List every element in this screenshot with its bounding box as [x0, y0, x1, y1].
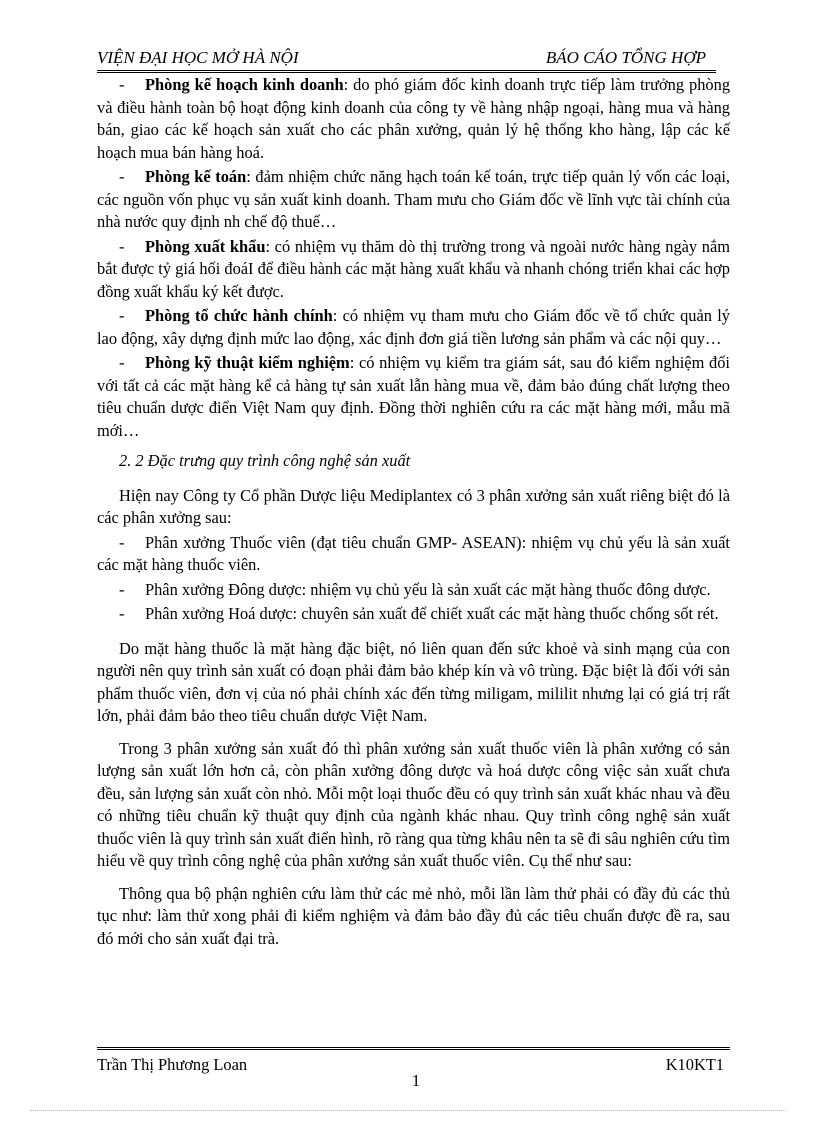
department-item: [97, 352, 730, 442]
bullet-dash: -: [119, 75, 125, 94]
body-paragraph: Do mặt hàng thuốc là mặt hàng đặc biệt, nó liên quan đến sức khoẻ và sinh mạng của con người nên quy trình sản xuất có đoạn phải đảm bảo khép kín và vô trùng. Đặc biệt là đối với sản phẩm thuốc viên, đơn vị của nó phải chính xác đến từng miligam, mililit nhưng lại có giá trị rất lớn, phải đảm bảo theo tiêu chuẩn dược Việt Nam.: [97, 638, 730, 725]
department-name: Phòng tổ chức hành chính: [145, 306, 333, 325]
footer-author: Trần Thị Phương Loan: [97, 1055, 248, 1074]
department-item: [97, 305, 730, 350]
department-name: Phòng kế hoạch kinh doanh: [145, 75, 344, 94]
department-description: : đảm nhiệm chức năng hạch toán kế toán, trực tiếp quản lý vốn các loại, các nguồn vốn phục vụ sản xuất kinh doanh. Tham mưu cho Giám đốc về lĩnh vực tài chính của nhà nước quy định nh chế độ thuế…: [97, 167, 731, 231]
department-description: : có nhiệm vụ kiểm tra giám sát, sau đó kiểm nghiệm đối với tất cả các mặt hàng kể cả hàng tự sản xuất lẫn hàng mua về, đảm bảo đúng chất lượng theo tiêu chuẩn dược điển Việt Nam quy định. Đồng thời nghiên cứu ra các mặt hàng mới, mẫu mã mới…: [97, 353, 730, 440]
footer-class: K10KT1: [665, 1055, 724, 1074]
bullet-dash: -: [119, 604, 125, 623]
department-name: Phòng xuất khẩu: [145, 236, 266, 256]
workshop-item: [97, 603, 730, 626]
bullet-dash: -: [119, 236, 125, 256]
department-item: [97, 74, 730, 164]
intro-paragraph: Hiện nay Công ty Cổ phần Dược liệu Mediplantex có 3 phân xưởng sản xuất riêng biệt đó là các phân xưởng sau:: [97, 485, 730, 527]
bullet-dash: -: [119, 353, 125, 372]
bullet-dash: -: [119, 306, 125, 325]
workshop-item: [97, 579, 730, 602]
department-name: Phòng kỹ thuật kiểm nghiệm: [145, 353, 350, 372]
page-number: [0, 1071, 816, 1091]
department-item: [97, 166, 730, 234]
section-heading: 2. 2 Đặc trưng quy trình công nghệ sản xuất: [119, 451, 411, 470]
workshop-text: Phân xưởng Đông dược: nhiệm vụ chủ yếu là sản xuất các mặt hàng thuốc đông dược.: [145, 579, 711, 599]
bullet-dash: -: [119, 532, 125, 552]
department-name: Phòng kế toán: [145, 167, 247, 186]
body-paragraph: Thông qua bộ phận nghiên cứu làm thử các mẻ nhỏ, mỗi lần làm thử phải có đầy đủ các thủ tục như: làm thử xong phải đi kiểm nghiệm và đảm bảo đầy đủ các tiêu chuẩn được đề ra, sau đó mới cho sản xuất đại trà.: [97, 883, 730, 948]
department-item: [97, 236, 730, 304]
document-body: [97, 74, 730, 960]
bullet-dash: -: [119, 579, 125, 599]
bullet-dash: -: [119, 167, 125, 186]
page-header: [97, 46, 716, 73]
department-description: : có nhiệm vụ tham mưu cho Giám đốc về tổ chức quản lý lao động, xây dựng định mức lao động, xác định đơn giá tiền lương sản phẩm và các nội quy…: [97, 306, 730, 348]
workshop-text: Phân xưởng Thuốc viên (đạt tiêu chuẩn GMP- ASEAN): nhiệm vụ chủ yếu là sản xuất các mặt hàng thuốc viên.: [97, 532, 730, 574]
body-paragraph: Trong 3 phân xưởng sản xuất đó thì phân xưởng sản xuất thuốc viên là phân xưởng có sản lượng sản xuất lớn hơn cả, còn phân xưởng đông dược và hoá dược công việc sản xuất chưa đều, sản lượng sản xuất còn nhỏ. Mỗi một loại thuốc đều có quy trình sản xuất khác nhau và đều có những tiêu chuẩn kỹ thuật quy định của ngành khác nhau. Quy trình công nghệ sản xuất thuốc viên là quy trình sản xuất điển hình, rõ ràng qua từng khâu nên ta sẽ đi sâu nghiên cứu tìm hiểu về quy trình công nghệ của phân xưởng sản xuất thuốc viên. Cụ thể như sau:: [97, 738, 730, 870]
department-description: : do phó giám đốc kinh doanh trực tiếp làm trưởng phòng và điều hành toàn bộ hoạt động kinh doanh của công ty về hàng nhập ngoại, hàng mua và hàng bán, giao các kế hoạch sản xuất cho các phân xưởng, quản lý hệ thống kho hàng, lập các kế hoạch mua bán hàng hoá.: [97, 75, 731, 162]
header-report-title: BÁO CÁO TỔNG HỢP: [545, 48, 706, 67]
department-description: : có nhiệm vụ thăm dò thị trường trong và ngoài nước hàng ngày nắm bắt được tỷ giá hối đoáI để điều hành các mặt hàng xuất khẩu và nhanh chóng triển khai các hợp đồng xuất khẩu ký kết được.: [97, 236, 730, 301]
page-number-text: 1: [411, 1071, 421, 1090]
workshop-text: Phân xưởng Hoá dược: chuyên sản xuất để chiết xuất các mặt hàng thuốc chống sốt rét.: [145, 604, 719, 623]
page-bottom-rule: [30, 1110, 786, 1111]
header-institution: VIỆN ĐẠI HỌC MỞ HÀ NỘI: [97, 48, 299, 67]
footer-divider: [97, 1047, 730, 1050]
workshop-item: [97, 532, 730, 577]
